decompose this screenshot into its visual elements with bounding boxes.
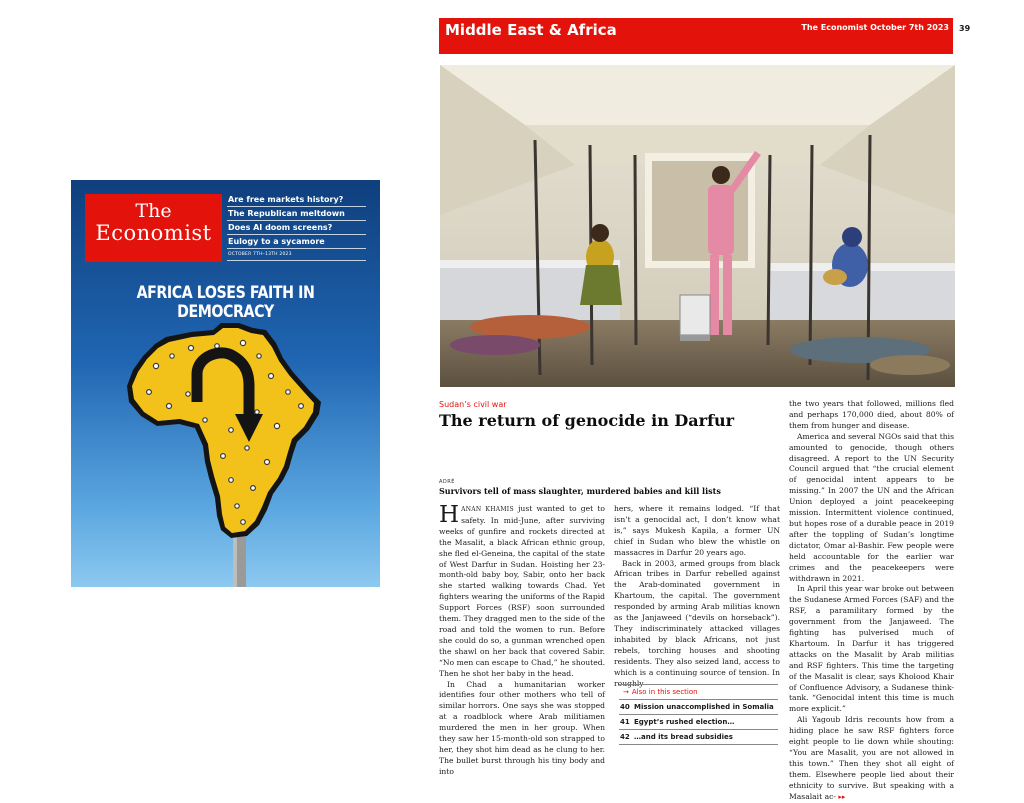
cover-headline: Eulogy to a sycamore <box>227 235 366 249</box>
also-item-page: 42 <box>620 733 630 741</box>
article-column-3 <box>789 399 954 801</box>
article-headline: The return of genocide in Darfur <box>439 411 735 430</box>
also-item-page: 40 <box>620 703 630 711</box>
cover-title: AFRICA LOSES FAITH IN DEMOCRACY <box>136 283 315 321</box>
article-subhead: Survivors tell of mass slaughter, murdered babies and kill lists <box>439 486 721 496</box>
paragraph: In April this year war broke out between the Sudanese Armed Forces (SAF) and the RSF, a paramilitary formed by the government from the Janjaweed. The fighting has pulverised much of Khartoum. In Darfur it has triggered attacks on the Masalit by Arab militias and RSF fighters. This time the targeting of the Masalit is clear, says Kholood Khair of Confluence Advisory, a Sudanese think-tank. “Genocidal intent this time is much more explicit.” <box>789 584 954 714</box>
small-caps-name: ANAN KHAMIS <box>461 506 514 513</box>
also-heading <box>619 684 778 700</box>
paragraph: the two years that followed, millions fled and perhaps 170,000 died, about 80% of them from hunger and disease. <box>789 399 954 430</box>
issue-date: The Economist October 7th 2023 <box>801 23 949 32</box>
logo-the: The <box>135 200 172 222</box>
article-photo <box>440 65 955 387</box>
paragraph: America and several NGOs said that this amounted to genocide, though others disagreed. A report to the UN Security Council argued that “the crucial element of genocidal intent appears to be missing.” In 2007 the UN and the African Union deployed a joint peacekeeping mission. Intermittent violence continued, but hopes rose of a durable peace in 2019 after the toppling of Sudan’s longtime dictator, Omar al-Bashir. Few people were held accountable for the earlier war crimes and the peacekeepers were withdrawn in 2021. <box>789 431 954 583</box>
also-item-text: Egypt’s rushed election… <box>634 718 735 726</box>
economist-logo <box>85 194 222 262</box>
tent-hospital-photo <box>440 65 955 387</box>
also-item[interactable] <box>619 715 778 730</box>
continue-marker-icon: ▸▸ <box>838 792 846 801</box>
cover-headline: The Republican meltdown <box>227 207 366 221</box>
paragraph <box>439 504 605 680</box>
cover-date: OCTOBER 7TH–13TH 2023 <box>228 252 292 257</box>
paragraph: In Chad a humanitarian worker identifies four other mothers who tell of similar horrors. One says she was stopped at a roadblock where Arab militiamen murdered the men in her group. When they saw her 15-month-old son strapped to her, they shot him dead as he clung to her. The bullet burst through his tiny body and into <box>439 679 605 776</box>
article-rubric: Sudan’s civil war <box>439 400 507 409</box>
also-item-text: …and its bread subsidies <box>634 733 733 741</box>
magazine-cover <box>71 180 380 587</box>
cover-headlines <box>227 193 366 249</box>
cover-headline: Are free markets history? <box>227 193 366 207</box>
paragraph: hers, where it remains lodged. “If that isn’t a genocidal act, I don’t know what is,” says Mukesh Kapila, a former UN chief in Sudan who blew the whistle on massacres in Darfur 20 years ago. <box>614 504 780 557</box>
also-item[interactable] <box>619 730 778 745</box>
section-title: Middle East & Africa <box>445 21 617 39</box>
also-in-this-section <box>619 684 778 745</box>
paragraph-text: Ali Yagoub Idris recounts how from a hiding place he saw RSF fighters force eight people to lie down while shouting: “You are Masalit, you are not allowed in this town.” Then they shot all eight of them. Elsewhere people lied about their ethnicity to survive. But speaking with a Masalait ac- <box>789 715 954 801</box>
also-item[interactable] <box>619 700 778 715</box>
paragraph <box>789 715 954 802</box>
article-dateline: ADRÉ <box>439 479 455 485</box>
section-header-bar <box>439 18 953 54</box>
paragraph: Back in 2003, armed groups from black African tribes in Darfur rebelled against the Arab-dominated government in Khartoum, the capital. The government responded by arming Arab militias known as the Janjaweed (“devils on horseback”). They indiscriminately attacked villages inhabited by black Africans, not just rebels, torching houses and shooting residents. They also seized land, access to which is a continuing source of tension. In roughly <box>614 558 780 688</box>
also-item-page: 41 <box>620 718 630 726</box>
africa-sign-face <box>132 328 314 533</box>
article-column-1 <box>439 502 605 776</box>
also-heading-label: Also in this section <box>631 688 698 696</box>
also-item-text: Mission unaccomplished in Somalia <box>634 703 774 711</box>
article-column-2 <box>614 504 780 688</box>
drop-cap: H <box>439 502 460 528</box>
arrow-right-icon: → <box>623 688 629 696</box>
logo-economist: Economist <box>95 221 212 245</box>
cover-divider <box>227 260 366 261</box>
cover-headline: Does AI doom screens? <box>227 221 366 235</box>
page-number: 39 <box>959 24 971 33</box>
paragraph-text: just wanted to get to safety. In mid-June, after surviving weeks of gunfire and rockets directed at the Masalit, a black African ethnic group, she fled el-Geneina, the capital of the state of West Darfur in Sudan. Hoisting her 23-month-old baby boy, Sabir, onto her back she started walking towards Chad. Yet fighters wearing the uniforms of the Rapid Support Forces (RSF) soon surrounded them. They dragged men to the side of the road and told the women to run. Before she could do so, a gunman wrenched open the shawl on her back that covered Sabir. “No men can escape to Chad,” he shouted. Then he shot her baby in the head. <box>439 504 605 678</box>
